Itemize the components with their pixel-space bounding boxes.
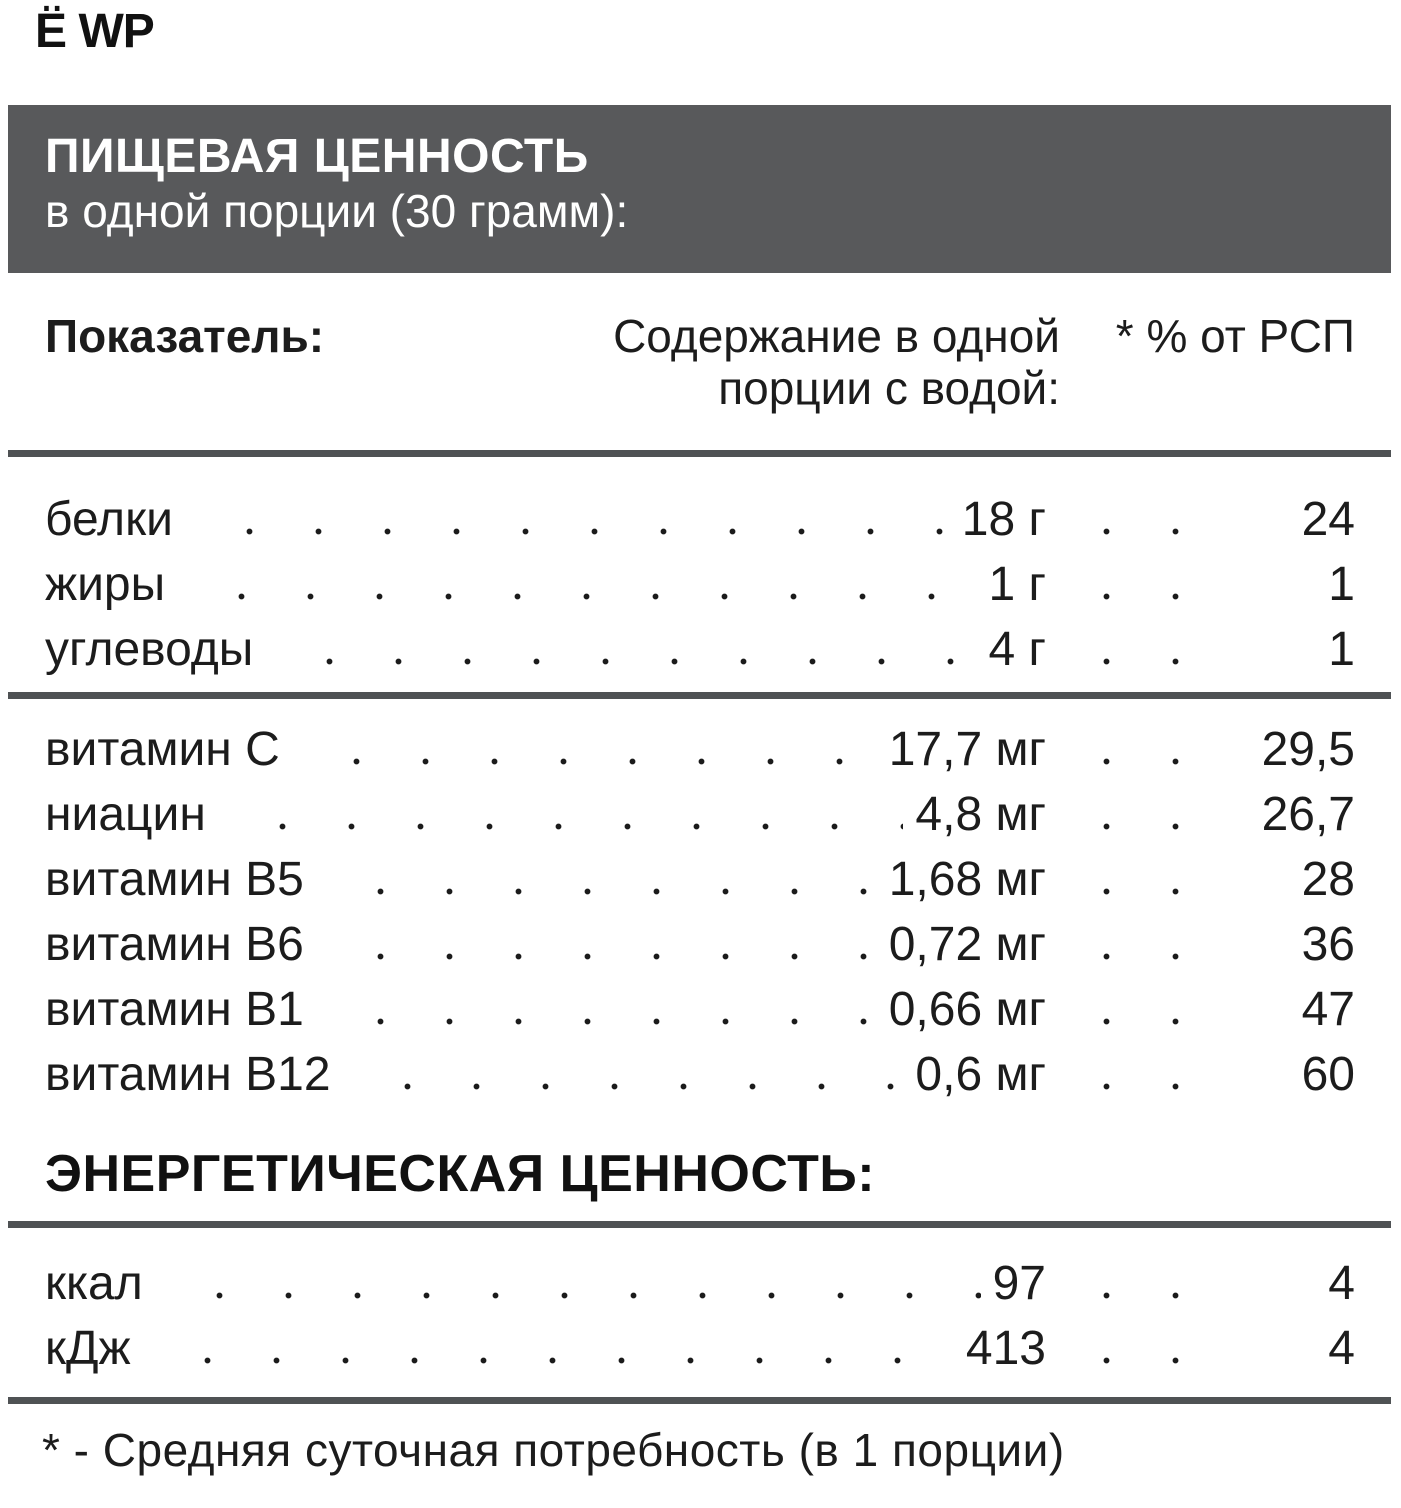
row-value: 1,68 мг	[888, 853, 1046, 906]
row-label: витамин B12	[45, 1048, 331, 1101]
row-percent: 1	[1328, 558, 1355, 611]
nutrition-banner	[8, 105, 1391, 273]
dot-leader	[265, 658, 976, 665]
dot-leader	[316, 888, 877, 895]
nutrient-row-carbs	[45, 617, 1355, 682]
dot-leader	[1058, 528, 1233, 535]
dot-leader	[1058, 758, 1233, 765]
dot-leader	[316, 953, 877, 960]
divider-energy-top	[8, 1221, 1391, 1228]
nutrient-row-proteins	[45, 487, 1355, 552]
nutrient-row-vitamin-b5	[45, 847, 1355, 912]
brand-logo-text: Ё WP	[35, 5, 154, 58]
nutrient-row-vitamin-b1	[45, 977, 1355, 1042]
energy-section-heading: ЭНЕРГЕТИЧЕСКАЯ ЦЕННОСТЬ:	[45, 1145, 876, 1203]
dot-leader	[143, 1357, 954, 1364]
nutrient-row-niacin	[45, 782, 1355, 847]
header-col-indicator: Показатель:	[45, 310, 325, 362]
energy-rows	[45, 1251, 1355, 1381]
row-label: витамин B5	[45, 853, 304, 906]
energy-row-kcal	[45, 1251, 1355, 1316]
row-value: 0,66 мг	[888, 983, 1046, 1036]
row-percent: 29,5	[1261, 723, 1355, 776]
dot-leader	[1058, 593, 1233, 600]
dot-leader	[177, 593, 976, 600]
vitamin-rows	[45, 717, 1355, 1107]
row-label: витамин B6	[45, 918, 304, 971]
dot-leader	[343, 1083, 904, 1090]
dot-leader	[218, 823, 904, 830]
footnote: * - Средняя суточная потребность (в 1 порции)	[42, 1424, 1065, 1476]
divider-energy-bottom	[8, 1397, 1391, 1404]
row-label: углеводы	[45, 623, 254, 676]
row-value: 4 г	[988, 623, 1046, 676]
table-header	[45, 310, 1355, 414]
divider-macros	[8, 692, 1391, 699]
nutrient-row-fats	[45, 552, 1355, 617]
dot-leader	[1058, 1357, 1233, 1364]
dot-leader	[1058, 1018, 1233, 1025]
row-percent: 28	[1301, 853, 1355, 906]
row-value: 18 г	[961, 493, 1046, 546]
row-percent: 24	[1301, 493, 1355, 546]
row-percent: 26,7	[1261, 788, 1355, 841]
banner-subtitle: в одной порции (30 грамм):	[45, 185, 629, 237]
header-col-rsp: * % от РСП	[1115, 310, 1355, 362]
header-col-content	[613, 310, 1060, 414]
dot-leader	[1058, 1083, 1233, 1090]
dot-leader	[155, 1292, 981, 1299]
row-percent: 4	[1328, 1322, 1355, 1375]
row-value: 1 г	[988, 558, 1046, 611]
dot-leader	[1058, 888, 1233, 895]
row-value: 97	[992, 1257, 1046, 1310]
dot-leader	[1058, 658, 1233, 665]
row-percent: 47	[1301, 983, 1355, 1036]
row-value: 0,6 мг	[915, 1048, 1046, 1101]
row-label: кДж	[45, 1322, 131, 1375]
dot-leader	[185, 528, 950, 535]
macronutrient-rows	[45, 487, 1355, 682]
header-col-content-line1: Содержание в одной	[613, 310, 1060, 362]
energy-row-kj	[45, 1316, 1355, 1381]
row-percent: 36	[1301, 918, 1355, 971]
dot-leader	[1058, 953, 1233, 960]
row-label: ниацин	[45, 788, 206, 841]
row-percent: 60	[1301, 1048, 1355, 1101]
nutrient-row-vitamin-b6	[45, 912, 1355, 977]
nutrient-row-vitamin-c	[45, 717, 1355, 782]
row-label: витамин C	[45, 723, 280, 776]
nutrient-row-vitamin-b12	[45, 1042, 1355, 1107]
row-value: 0,72 мг	[888, 918, 1046, 971]
row-value: 4,8 мг	[915, 788, 1046, 841]
row-percent: 4	[1328, 1257, 1355, 1310]
dot-leader	[1058, 823, 1233, 830]
row-percent: 1	[1328, 623, 1355, 676]
divider-top	[8, 450, 1391, 457]
row-label: ккал	[45, 1257, 143, 1310]
row-value: 413	[965, 1322, 1046, 1375]
dot-leader	[1058, 1292, 1233, 1299]
row-label: жиры	[45, 558, 166, 611]
row-value: 17,7 мг	[888, 723, 1046, 776]
row-label: витамин B1	[45, 983, 304, 1036]
banner-title: ПИЩЕВАЯ ЦЕННОСТЬ	[45, 130, 589, 183]
dot-leader	[316, 1018, 877, 1025]
header-col-content-line2: порции с водой:	[718, 362, 1060, 414]
row-label: белки	[45, 493, 173, 546]
dot-leader	[292, 758, 877, 765]
